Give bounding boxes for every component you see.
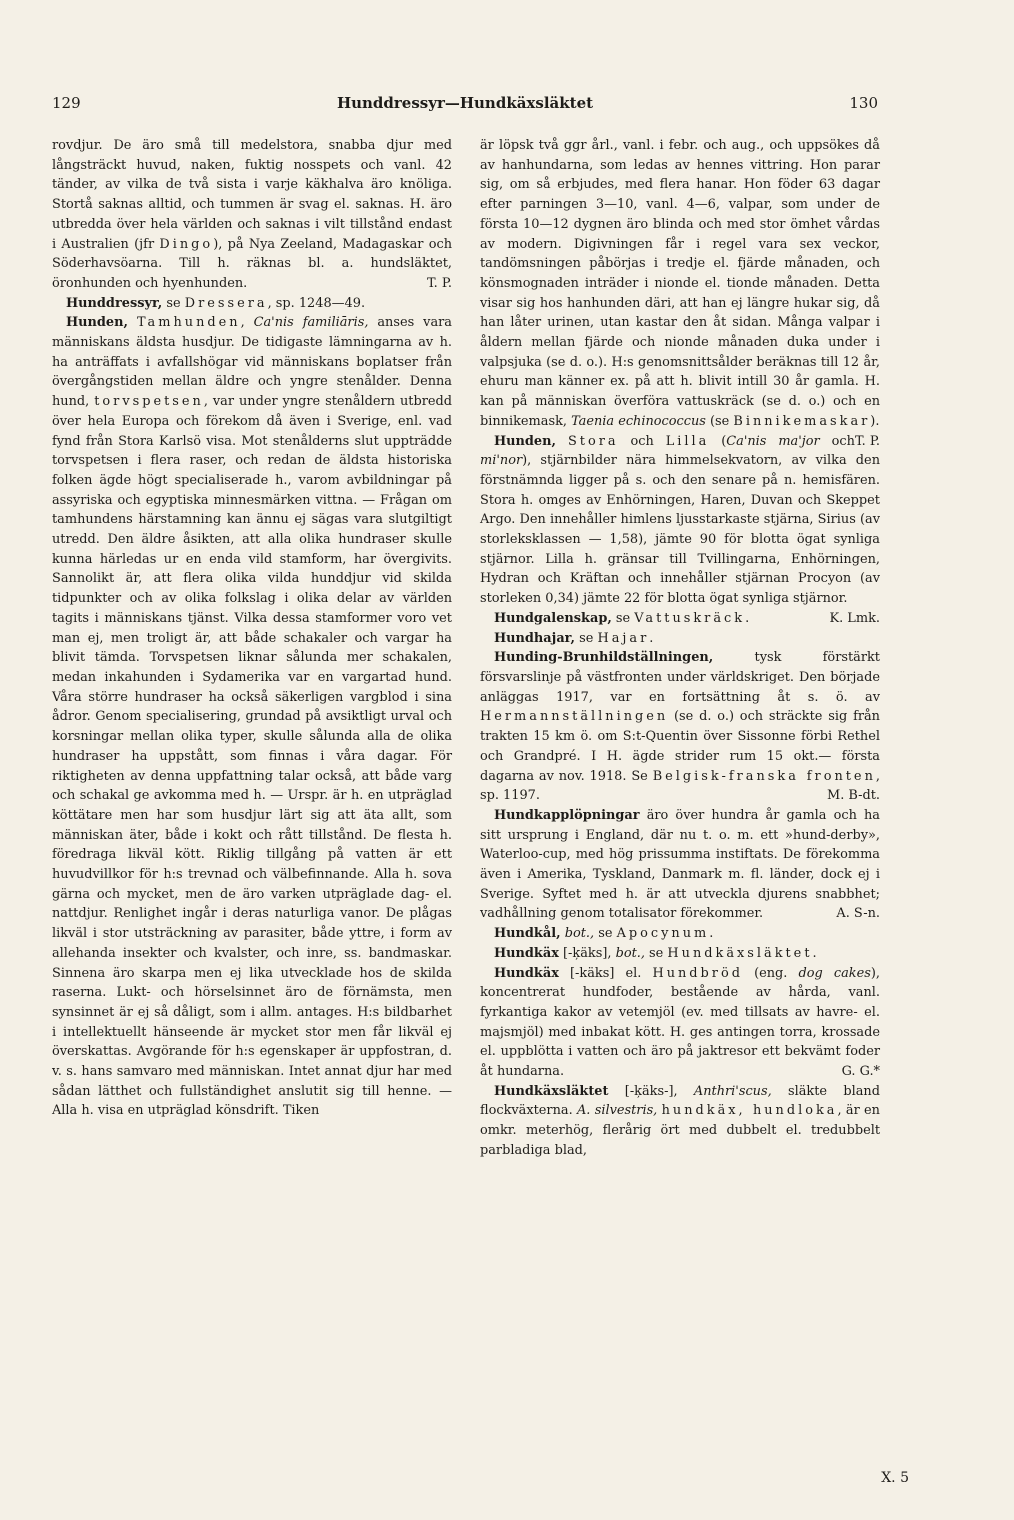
entry-hunddressyr: Hunddressyr, se Dressera, sp. 1248—49. bbox=[66, 295, 366, 311]
headword: Hunding-Brunhildställningen, bbox=[494, 650, 714, 666]
author-signature: K. Lmk. bbox=[829, 610, 880, 626]
right-column bbox=[480, 136, 880, 1161]
entry-continuation: rovdjur. De äro små till medelstora, snabba djur med långsträckt huvud, naken, fuktig nosspets och vanl. 42 tänder, av vilka de två sista i varje käkhalva äro knöliga. Stortå saknas alltid, och tummen är svag el. saknas. H. äro utbredda över hela världen och saknas i vilt tillstånd endast i Australien (jfr Dingo), på Nya Zeeland, Madagaskar och Söderhavsöarna. Till h. räknas bl. a. hundsläktet, öronhunden och hyenhunden. T. P. bbox=[52, 136, 452, 294]
author-signature: T. P. bbox=[426, 275, 452, 291]
headword: Hundkål, bbox=[494, 926, 561, 942]
headword: Hundkäxsläktet bbox=[494, 1083, 609, 1099]
entry-hundkal: Hundkål, bot., se Apocynum. bbox=[494, 926, 714, 942]
headword: Hundkapplöpningar bbox=[494, 807, 640, 823]
author-signature: T. P. bbox=[854, 433, 880, 449]
entry-hunding-brunhildstallningen: Hunding-Brunhildställningen, tysk förstärkt försvarslinje på västfronten under världskriget. Den började anläggas 1917, var en fortsättning åt s. ö. av Hermannställningen (se d. o.) och sträckte sig från trakten 15 km ö. om S:t-Quentin över Sissonne förbi Rethel och Grandpré. I H. ägde strider rum 15 okt.— första dagarna av nov. 1918. Se Belgisk-franska fronten, sp. 1197. M. B-dt. bbox=[480, 648, 880, 806]
entry-hunden-stjarnbilder: Hunden, Stora och Lilla (Ca'nis ma'jor och mi'nor), stjärnbilder nära himmelsekvatorn, av vilka den förstnämnda ligger på s. och den senare på n. hemisfären. Stora h. omges av Enhörningen, Haren, Duvan och Skeppet Argo. Den innehåller himlens ljusstarkaste stjärna, Sirius (av storleksklassen — 1,58), jämte 90 för blotta ögat synliga stjärnor. Lilla h. gränsar till Tvillingarna, Enhörningen, Hydran och Kräftan och innehåller stjärnan Procyon (av storleken 0,34) jämte 22 för blotta ögat synliga stjärnor. K. Lmk. bbox=[480, 432, 880, 609]
entry-hundkax-foder: Hundkäx [-käks] el. Hundbröd (eng. dog cakes), koncentrerat hundfoder, bestående av hårda, vanl. fyrkantiga kakor av vetemjöl (ev. med tillsats av havre- el. majsmjöl) med inbakat kött. H. ges antingen torra, krossade el. uppblötta i vatten och äro på jaktresor ett bekvämt foder åt hundarna. G. G.* bbox=[480, 964, 880, 1082]
author-signature: M. B-dt. bbox=[827, 788, 880, 804]
cross-reference: Hajar bbox=[597, 630, 650, 646]
headword: Hundhajar, bbox=[494, 630, 576, 646]
headword: Hunddressyr, bbox=[66, 295, 163, 311]
headword: Hundkäx bbox=[494, 945, 559, 961]
sheet-signature-mark: X. 5 bbox=[881, 1470, 909, 1486]
cross-reference: Hundkäxsläktet bbox=[667, 945, 813, 961]
page-header bbox=[52, 94, 878, 120]
headword: Hunden, bbox=[66, 315, 128, 331]
entry-continuation: är löpsk två ggr årl., vanl. i febr. och aug., och uppsökes då av hanhundarna, som ledas av hennes vittring. Hon parar sig, om så erbjudes, med flera hanar. Hon föder 63 dagar efter parningen 3—10, vanl. 4—6, valpar, som under de första 10—12 dygnen äro blinda och med stor ömhet vårdas av modern. Digivningen får i regel vara sex veckor, tandömsningen påbörjas i tredje el. fjärde månaden, och könsmognaden inträder i nionde el. tionde månaden. Detta visar sig hos hanhunden däri, att han ej längre hukar sig, då han låter urinen, utan kastar den åt sidan. Många valpar i åldern mellan fjärde och nionde månaden duka under i valpsjuka (se d. o.). H:s genomsnittsålder beräknas till 12 år, ehuru man känner ex. på att h. blivit intill 30 år gamla. H. kan på människan överföra vattuskräck (se d. o.) och en binnikemask, Taenia echinococcus (se Binnikemaskar). T. P. bbox=[480, 136, 880, 432]
headword: Hundkäx bbox=[494, 965, 559, 981]
cross-reference: Dressera bbox=[184, 295, 268, 311]
cross-reference: Vattuskräck bbox=[634, 610, 746, 626]
page-number-right: 130 bbox=[849, 94, 878, 112]
headword: Hunden, bbox=[494, 433, 556, 449]
headword: Hundgalenskap, bbox=[494, 610, 612, 626]
entry-hundkapplopningar: Hundkapplöpningar äro över hundra år gamla och ha sitt ursprung i England, där nu t. o. m. ett »hund-derby», Waterloo-cup, med hög prissumma instiftats. De förekomma även i Amerika, Tyskland, Danmark m. fl. länder, dock ej i Sverige. Syftet med h. är att utveckla djurens snabbhet; vadhållning genom totalisator förekommer. A. S-n. bbox=[480, 806, 880, 924]
entry-hundgalenskap: Hundgalenskap, se Vattuskräck. bbox=[494, 610, 750, 626]
running-title: Hunddressyr—Hundkäxsläktet bbox=[336, 94, 594, 112]
author-signature: A. S-n. bbox=[836, 906, 880, 922]
left-column bbox=[52, 136, 452, 1121]
author-signature: G. G.* bbox=[841, 1064, 880, 1080]
cross-reference: Apocynum bbox=[616, 926, 710, 942]
entry-hundhajar: Hundhajar, se Hajar. bbox=[494, 630, 654, 646]
entry-hunden-tamhunden: Hunden, Tamhunden, Ca'nis familiāris, anses vara människans äldsta husdjur. De tidigaste lämningarna av h. ha anträffats i avfallshögar vid människans boplatser från övergångstiden mellan äldre och yngre stenålder. Denna hund, torvspetsen, var under yngre stenåldern utbredd över hela Europa och förekom då även i Sverige, enl. vad fynd från Stora Karlsö visa. Mot stenålderns slut uppträdde torvspetsen i flera raser, och redan de äldsta historiska folken ägde högt specialiserade h., varom avbildningar på assyriska och egyptiska minnesmärken vittna. — Frågan om tamhundens härstamning kan ännu ej sägas vara slutgiltigt utredd. Den äldre åsikten, att alla olika hundraser skulle kunna härledas ur en enda vild stamform, har övergivits. Sannolikt är, att flera olika vilda hunddjur vid skilda tidpunkter och av olika folkslag i olika delar av världen tagits i människans tjänst. Vilka dessa stamformer voro vet man ej, men troligt är, att både schakaler och vargar ha blivit tämda. Torvspetsen liknar sålunda mer schakalen, medan inkahunden i Sydamerika var en vargartad hund. Våra större hundraser ha också säkerligen vargblod i sina ådror. Genom specialisering, grundad på avsiktligt urval och korsningar mellan olika typer, skulle sålunda alla de olika hundraser ha uppstått, som finnas i våra dagar. För riktigheten av denna uppfattning talar också, att både varg och schakal ge avkomma med h. — Urspr. är h. en utpräglad köttätare men har som husdjur lärt sig att äta allt, som människan äter, både i kokt och rått tillstånd. De flesta h. föredraga likväl kött. Riklig tillgång på vatten är ett huvudvillkor för h:s trevnad och välbefinnande. Alla h. sova gärna och mycket, men de äro varken utpräglade dag- el. nattdjur. Renlighet ingår i deras naturliga vanor. De plågas likväl i stor utsträckning av parasiter, både yttre, i form av allehanda insekter och kvalster, och inre, ss. bandmaskar. Sinnena äro skarpa men ej lika utvecklade hos de skilda raserna. Lukt- och hörselsinnet äro de förnämsta, men synsinnet är ej så dåligt, som i allm. antages. H:s bildbarhet i intellektuellt hänseende är mycket stor men får likväl ej överskattas. Avgörande för h:s egenskaper är uppfostran, d. v. s. hans samvaro med människan. Intet annat djur har med sådan lätthet och fullständighet anslutit sig till henne. — Alla h. visa en utpräglad könsdrift. Tiken bbox=[52, 315, 452, 1119]
entry-hundkaxslaktet: Hundkäxsläktet [-ķäks-], Anthri'scus, släkte bland flockväxterna. A. silvestris, hundkäx, hundloka, är en omkr. meterhög, flerårig ört med dubbelt el. tredubbelt parbladiga blad, bbox=[480, 1083, 880, 1158]
entry-hundkax-bot: Hundkäx [-ķäks], bot., se Hundkäxsläktet. bbox=[494, 945, 817, 961]
page-number-left: 129 bbox=[52, 94, 81, 112]
